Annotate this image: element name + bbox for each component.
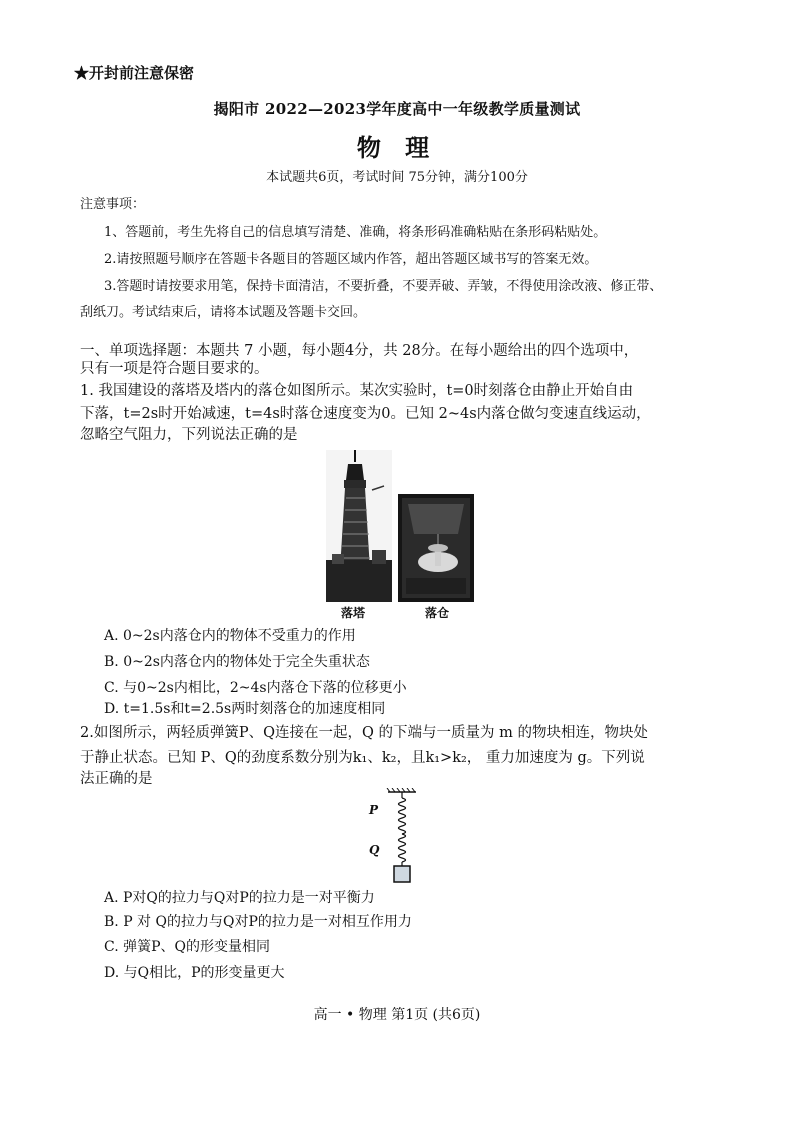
notice-heading: 注意事项：: [80, 197, 146, 212]
section-heading: 一、单项选择题：本题共 7 小题，每小题4分，共 28分。在每小题给出的四个选项中，: [80, 343, 639, 359]
subject-title: 物 理: [356, 133, 438, 162]
page-footer: 高一 • 物理 第1页 (共6页): [313, 1007, 481, 1023]
notice-item-2: 2.请按照题号顺序在答题卡各题目的答题区域内作答，超出答题区域书写的答案无效。: [104, 252, 598, 267]
q2-option-a: A. P对Q的拉力与Q对P的拉力是一对平衡力: [104, 890, 375, 906]
confidential-notice: ★开封前注意保密: [74, 64, 195, 82]
spring-diagram: [378, 788, 428, 884]
q1-option-d: D. t=1.5s和t=2.5s两时刻落仓的加速度相同: [104, 701, 386, 717]
q2-stem-line2: 于静止状态。已知 P、Q的劲度系数分别为k₁、k₂，且k₁>k₂， 重力加速度为 g。下列说: [80, 750, 645, 766]
q1-option-b: B. 0~2s内落仓内的物体处于完全失重状态: [104, 654, 370, 670]
drop-capsule-photo: [398, 494, 474, 602]
q1-stem-line1: 1. 我国建设的落塔及塔内的落仓如图所示。某次实验时，t=0时刻落仓由静止开始自由: [80, 383, 634, 399]
section-heading-continued: 只有一项是符合题目要求的。: [80, 361, 269, 377]
exam-info: 本试题共6页，考试时间 75分钟，满分100分: [266, 170, 528, 185]
exam-title: 揭阳市 2022—2023学年度高中一年级教学质量测试: [213, 100, 581, 118]
q1-stem-line3: 忽略空气阻力，下列说法正确的是: [80, 427, 298, 443]
notice-item-3-continued: 刮纸刀。考试结束后，请将本试题及答题卡交回。: [80, 305, 367, 320]
q2-option-c: C. 弹簧P、Q的形变量相同: [104, 939, 271, 955]
q1-stem-line2: 下落，t=2s时开始减速，t=4s时落仓速度变为0。已知 2~4s内落仓做匀变速直线运动，: [80, 406, 651, 422]
q2-option-b: B. P 对 Q的拉力与Q对P的拉力是一对相互作用力: [104, 914, 412, 930]
q2-stem-line3: 法正确的是: [80, 771, 153, 787]
spring-p-label: P: [369, 803, 379, 817]
caption-tower: 落塔: [341, 606, 366, 620]
drop-tower-photo: [326, 450, 392, 602]
spring-q-label: Q: [369, 843, 380, 857]
notice-item-3: 3.答题时请按要求用笔，保持卡面清洁，不要折叠，不要弄破、弄皱，不得使用涂改液、修正带、: [104, 279, 663, 294]
caption-capsule: 落仓: [425, 606, 450, 620]
q1-option-a: A. 0~2s内落仓内的物体不受重力的作用: [104, 628, 356, 644]
q2-option-d: D. 与Q相比，P的形变量更大: [104, 965, 285, 981]
notice-item-1: 1、答题前，考生先将自己的信息填写清楚、准确，将条形码准确粘贴在条形码粘贴处。: [104, 225, 607, 240]
q2-stem-line1: 2.如图所示，两轻质弹簧P、Q连接在一起，Q 的下端与一质量为 m 的物块相连，物块处: [80, 725, 648, 741]
q1-option-c: C. 与0~2s内相比，2~4s内落仓下落的位移更小: [104, 680, 407, 696]
